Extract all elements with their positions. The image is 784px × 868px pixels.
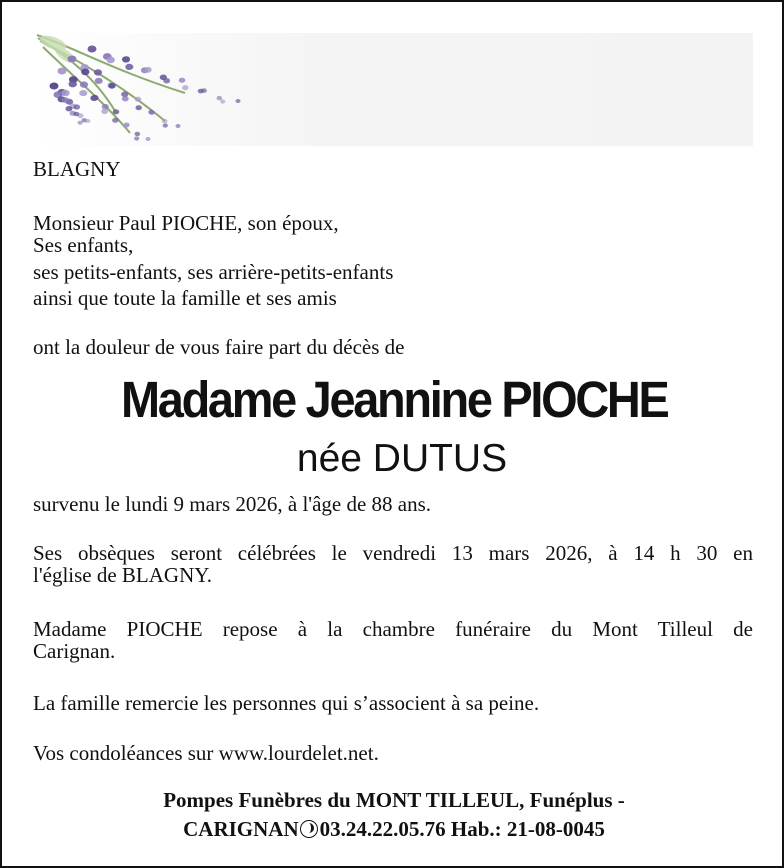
town-header: BLAGNY — [33, 157, 121, 181]
funeral-line: Ses obsèques seront célébrées le vendredi 13 mars 2026, à 14 h 30 en — [33, 541, 753, 565]
lavender-banner — [35, 33, 753, 146]
funeral-home-footer — [2, 786, 784, 844]
habilitation-number: Hab.: 21-08-0045 — [450, 817, 605, 841]
family-line: ses petits-enfants, ses arrière-petits-enfants — [33, 260, 394, 284]
family-line: Ses enfants, — [33, 233, 134, 257]
thanks-text: La famille remercie les personnes qui s’associent à sa peine. — [33, 691, 540, 715]
lavender-icon — [35, 33, 753, 146]
phone-number: 03.24.22.05.76 — [319, 817, 446, 841]
family-line: ainsi que toute la famille et ses amis — [33, 286, 337, 310]
funeral-info — [33, 542, 753, 586]
birth-name: née DUTUS — [296, 437, 508, 480]
rest-line: Carignan. — [33, 639, 116, 663]
funeral-home-name: Pompes Funèbres du MONT TILLEUL, Funéplus - — [163, 788, 625, 812]
rest-info — [33, 618, 753, 662]
announcement-text: ont la douleur de vous faire part du décès de — [33, 335, 405, 359]
family-line: Monsieur Paul PIOCHE, son époux, — [33, 211, 339, 235]
funeral-home-contact — [2, 815, 784, 844]
funeral-line: l'église de BLAGNY. — [33, 563, 212, 587]
death-info: survenu le lundi 9 mars 2026, à l'âge de 88 ans. — [33, 492, 432, 516]
phone-icon — [300, 820, 318, 838]
deceased-name: Madame Jeannine PIOCHE — [120, 371, 668, 428]
condolences-text: Vos condoléances sur www.lourdelet.net. — [33, 741, 379, 765]
funeral-home-city: CARIGNAN — [183, 817, 299, 841]
rest-line: Madame PIOCHE repose à la chambre funéraire du Mont Tilleul de — [33, 617, 753, 641]
